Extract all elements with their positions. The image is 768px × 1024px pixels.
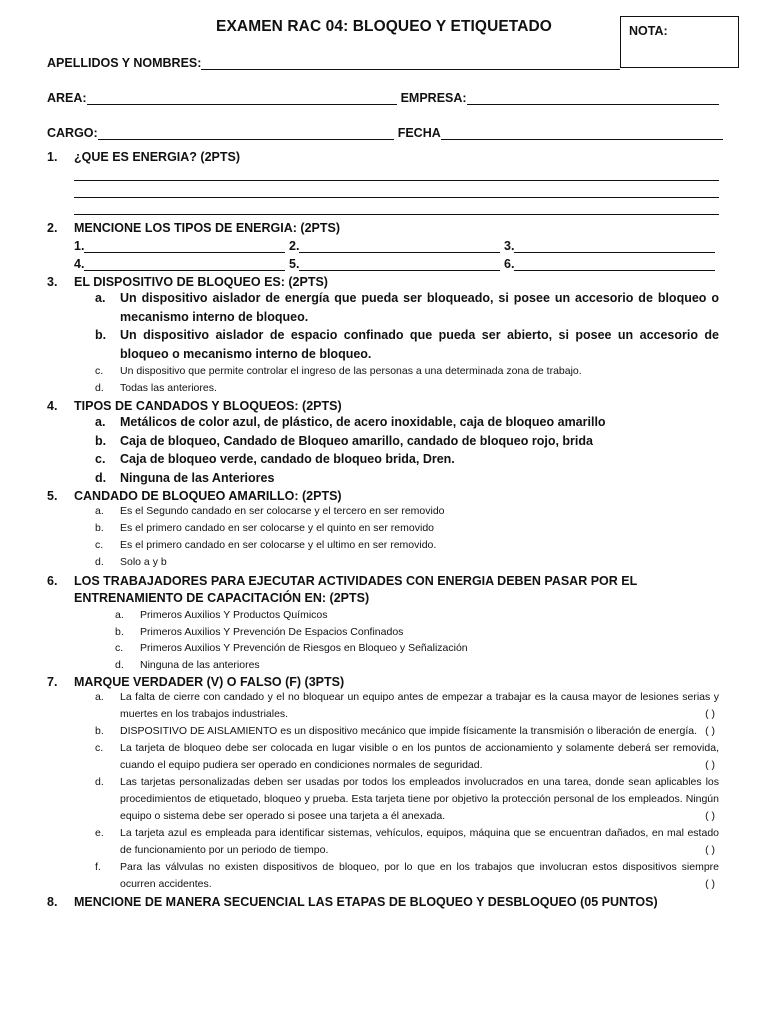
option-b[interactable]	[95, 326, 719, 363]
blank-number: 6.	[504, 257, 515, 271]
question-number: 8.	[47, 895, 58, 909]
question-8	[47, 895, 719, 909]
question-text: TIPOS DE CANDADOS Y BLOQUEOS: (2PTS)	[74, 399, 342, 413]
option-b[interactable]	[115, 624, 719, 641]
tf-item-a	[95, 689, 719, 723]
tf-item-e	[95, 825, 719, 859]
option-letter: b.	[95, 522, 104, 534]
answer-parentheses[interactable]: ( )	[705, 878, 715, 890]
question-7	[47, 675, 719, 689]
question-text: EL DISPOSITIVO DE BLOQUEO ES: (2PTS)	[74, 275, 328, 289]
question-number: 6.	[47, 574, 58, 588]
energy-blank[interactable]	[504, 239, 719, 253]
question-text: MENCIONE LOS TIPOS DE ENERGIA: (2PTS)	[74, 221, 340, 235]
option-letter: c.	[95, 365, 104, 377]
question-number: 5.	[47, 489, 58, 503]
tf-item-d	[95, 774, 719, 825]
option-a[interactable]	[95, 289, 719, 326]
option-c[interactable]	[115, 640, 719, 657]
option-letter: b.	[115, 625, 124, 638]
option-letter: a.	[95, 291, 106, 305]
option-letter: a.	[115, 609, 124, 621]
option-a[interactable]	[95, 413, 719, 432]
question-3	[47, 275, 719, 289]
fecha-label: FECHA	[397, 126, 441, 140]
option-letter: d.	[95, 382, 104, 394]
option-letter: a.	[95, 691, 104, 703]
option-letter: d.	[95, 776, 104, 788]
answer-line[interactable]	[74, 181, 719, 198]
option-a[interactable]	[95, 503, 719, 520]
exam-title: EXAMEN RAC 04: BLOQUEO Y ETIQUETADO	[216, 18, 552, 35]
empresa-field[interactable]	[467, 92, 719, 105]
option-text: Ninguna de las Anteriores	[120, 470, 275, 485]
question-1	[47, 150, 719, 164]
energy-blank[interactable]	[289, 257, 504, 271]
area-label: AREA:	[47, 91, 87, 105]
option-text: Para las válvulas no existen dispositivos de bloqueo, por lo que en los trabajos que involucran estos dispositivos siempre ocurren accidentes.	[120, 861, 719, 890]
option-text: Metálicos de color azul, de plástico, de acero inoxidable, caja de bloqueo amarillo	[120, 415, 606, 429]
option-letter: b.	[95, 433, 107, 448]
question-number: 7.	[47, 675, 58, 689]
header-fields	[47, 54, 727, 159]
option-text: Caja de bloqueo, Candado de Bloqueo amarillo, candado de bloqueo rojo, brida	[120, 433, 593, 448]
option-letter: e.	[95, 827, 104, 839]
option-text: Es el primero candado en ser colocarse y el ultimo en ser removido.	[120, 539, 437, 551]
option-text: La tarjeta de bloqueo debe ser colocada en lugar visible o en los puntos de accionamiento y solamente deberá ser removida, cuando el equipo pudiera ser operado en condiciones normales de seguridad.	[120, 742, 719, 771]
option-text: Solo a y b	[120, 556, 167, 568]
tf-item-b	[95, 723, 719, 740]
energy-blanks-row	[74, 253, 719, 271]
option-text: DISPOSITIVO DE AISLAMIENTO es un dispositivo mecánico que impide físicamente la transmisión o liberación de energía.	[120, 725, 697, 737]
option-letter: d.	[115, 658, 124, 671]
apellidos-field[interactable]	[201, 57, 620, 70]
option-text: Todas las anteriores.	[120, 382, 217, 394]
blank-number: 1.	[74, 239, 85, 253]
answer-parentheses[interactable]: ( )	[705, 844, 715, 856]
exam-content	[47, 148, 719, 909]
answer-line[interactable]	[74, 198, 719, 215]
option-text: Primeros Auxilios Y Prevención de Riesgos en Bloqueo y Señalización	[140, 642, 468, 654]
cargo-field[interactable]	[98, 127, 394, 140]
option-c[interactable]	[95, 363, 719, 380]
question-number: 4.	[47, 399, 58, 413]
fecha-field[interactable]	[441, 127, 723, 140]
question-text: MARQUE VERDADER (V) O FALSO (F) (3PTS)	[74, 675, 345, 689]
option-letter: b.	[95, 328, 107, 342]
energy-blanks-row	[74, 235, 719, 253]
question-text: LOS TRABAJADORES PARA EJECUTAR ACTIVIDADES CON ENERGIA DEBEN PASAR POR EL ENTRENAMIENTO DE CAPACITACIÓN EN: (2PTS)	[74, 574, 638, 605]
option-text: Caja de bloqueo verde, candado de bloqueo brida, Dren.	[120, 452, 455, 466]
option-text: Las tarjetas personalizadas deben ser usadas por todos los empleados involucrados en una tarea, donde sean aplicables los procedimientos de etiquetado, bloqueo y prueba. Esta tarjeta tiene por objetivo la protección personal de los empleados. Ningún equipo o sistema debe ser operado si posee una tarjeta a él anexada.	[120, 776, 719, 822]
question-4	[47, 399, 719, 413]
option-text: Un dispositivo aislador de energía que pueda ser bloqueado, si posee un accesorio de bloqueo o mecanismo interno de bloqueo.	[120, 291, 719, 324]
blank-number: 5.	[289, 257, 300, 271]
answer-parentheses[interactable]: ( )	[705, 725, 715, 737]
question-6	[47, 573, 719, 607]
question-number: 1.	[47, 150, 58, 164]
question-text: ¿QUE ES ENERGIA? (2PTS)	[74, 150, 240, 164]
answer-parentheses[interactable]: ( )	[705, 759, 715, 771]
option-letter: f.	[95, 861, 101, 873]
cargo-label: CARGO:	[47, 126, 98, 140]
option-d[interactable]	[95, 554, 719, 571]
blank-number: 2.	[289, 239, 300, 253]
option-text: Es el primero candado en ser colocarse y el quinto en ser removido	[120, 522, 434, 534]
question-number: 2.	[47, 221, 58, 235]
option-d[interactable]	[95, 469, 719, 488]
option-a[interactable]	[115, 607, 719, 624]
option-letter: c.	[95, 742, 104, 754]
option-letter: b.	[95, 725, 104, 737]
energy-blank[interactable]	[74, 257, 289, 271]
blank-number: 3.	[504, 239, 515, 253]
option-letter: d.	[95, 556, 104, 568]
nota-label: NOTA:	[629, 24, 668, 38]
option-letter: a.	[95, 415, 106, 429]
question-number: 3.	[47, 275, 58, 289]
option-text: Un dispositivo aislador de espacio confinado que pueda ser abierto, si posee un accesorio de bloqueo o mecanismo interno de bloqueo.	[120, 328, 719, 361]
option-text: La falta de cierre con candado y el no bloquear un equipo antes de empezar a trabajar es la causa mayor de lesiones serias y muertes en los trabajos industriales.	[120, 691, 719, 720]
area-field[interactable]	[87, 92, 397, 105]
option-d[interactable]	[95, 380, 719, 397]
answer-parentheses[interactable]: ( )	[705, 810, 715, 822]
blank-number: 4.	[74, 257, 85, 271]
option-letter: c.	[95, 539, 104, 551]
tf-item-f	[95, 859, 719, 893]
apellidos-label: APELLIDOS Y NOMBRES:	[47, 56, 202, 70]
option-text: Un dispositivo que permite controlar el ingreso de las personas a una determinada zona de trabajo.	[120, 365, 582, 377]
option-letter: c.	[95, 452, 106, 466]
option-letter: d.	[95, 470, 107, 485]
question-text: MENCIONE DE MANERA SECUENCIAL LAS ETAPAS DE BLOQUEO Y DESBLOQUEO (05 PUNTOS)	[74, 895, 658, 909]
energy-blank[interactable]	[504, 257, 719, 271]
option-text: La tarjeta azul es empleada para identificar sistemas, vehículos, equipos, máquina que se encuentran dañados, en mal estado de funcionamiento por un periodo de tiempo.	[120, 827, 719, 856]
option-d[interactable]	[115, 657, 719, 674]
question-2	[47, 221, 719, 235]
option-c[interactable]	[95, 537, 719, 554]
option-text: Es el Segundo candado en ser colocarse y el tercero en ser removido	[120, 505, 445, 517]
question-text: CANDADO DE BLOQUEO AMARILLO: (2PTS)	[74, 489, 342, 503]
answer-parentheses[interactable]: ( )	[705, 708, 715, 720]
option-letter: c.	[115, 642, 124, 654]
option-b[interactable]	[95, 432, 719, 451]
question-5	[47, 489, 719, 503]
option-letter: a.	[95, 505, 104, 517]
energy-blank[interactable]	[289, 239, 504, 253]
answer-line[interactable]	[74, 164, 719, 181]
energy-blank[interactable]	[74, 239, 289, 253]
option-text: Primeros Auxilios Y Prevención De Espacios Confinados	[140, 625, 404, 638]
option-c[interactable]	[95, 450, 719, 469]
option-text: Ninguna de las anteriores	[140, 658, 260, 671]
option-text: Primeros Auxilios Y Productos Químicos	[140, 609, 328, 621]
option-b[interactable]	[95, 520, 719, 537]
empresa-label: EMPRESA:	[400, 91, 467, 105]
tf-item-c	[95, 740, 719, 774]
